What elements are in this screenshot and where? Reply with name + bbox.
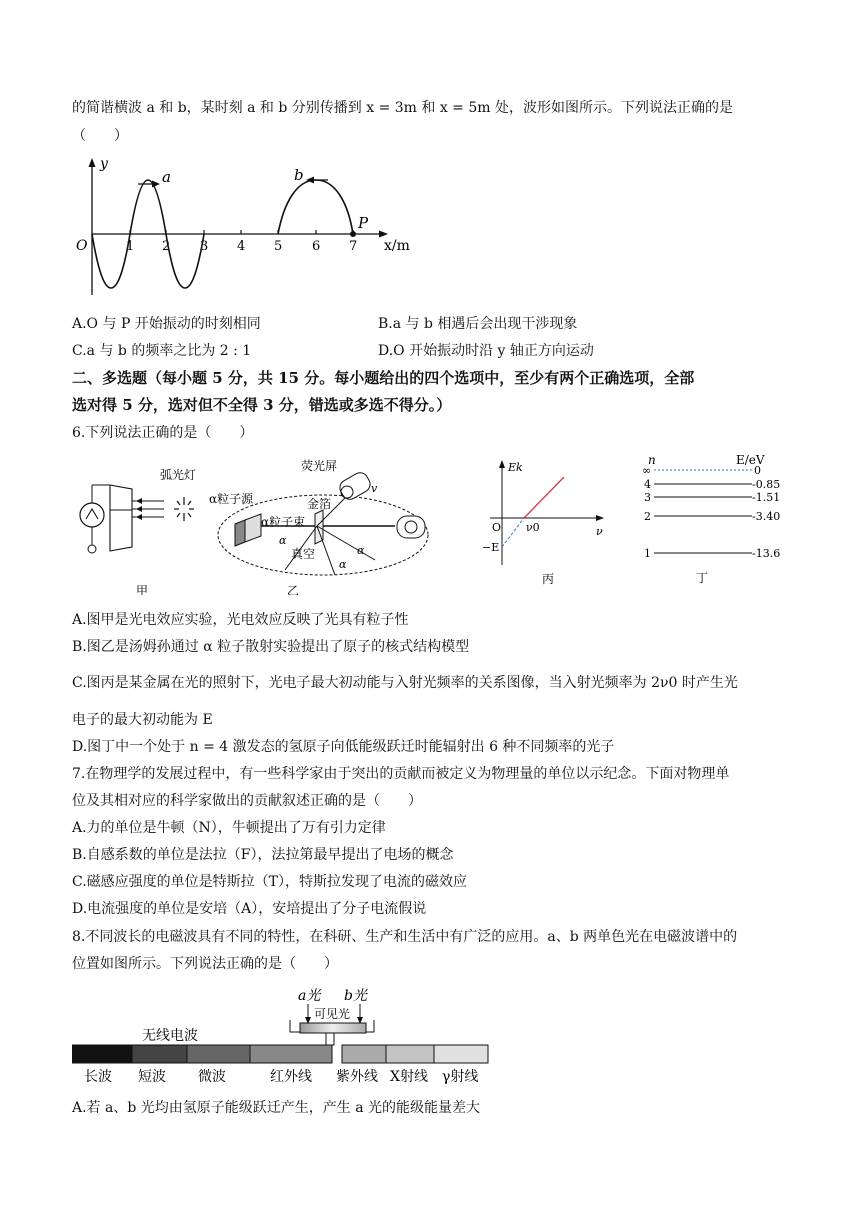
q7-stem-line2: 位及其相对应的科学家做出的贡献叙述正确的是（ ）	[72, 793, 422, 809]
level-n-4: 4	[644, 478, 651, 491]
nu-label: ν	[596, 525, 603, 538]
spectrum-figure	[72, 982, 492, 1088]
level-e-1: -13.6	[752, 547, 780, 560]
e-label: E/eV	[736, 453, 765, 467]
point-p	[350, 231, 356, 237]
wave-b-label: b	[294, 166, 304, 184]
nu0-label: ν0	[526, 521, 540, 534]
tick-7: 7	[349, 239, 358, 254]
alpha-label-3: α	[357, 544, 365, 557]
q5-option-b[interactable]: B.a 与 b 相遇后会出现干涉现象	[378, 316, 578, 332]
level-n-3: 3	[644, 491, 651, 504]
q7-stem-line1: 7.在物理学的发展过程中，有一些科学家由于突出的贡献而被定义为物理量的单位以示纪念。下面对物理单	[72, 766, 730, 782]
q6-stem: 6.下列说法正确的是（ ）	[72, 425, 254, 441]
neg-e-label: −E	[482, 541, 500, 554]
level-n-1: 1	[644, 547, 651, 560]
wave-a-arrow	[152, 181, 160, 188]
level-n-inf: ∞	[642, 464, 652, 477]
band-label-micro: 微波	[198, 1069, 226, 1085]
tick-3: 3	[200, 239, 209, 254]
n-label: n	[648, 453, 656, 467]
section2-heading-line1: 二、多选题（每小题 5 分，共 15 分。每小题给出的四个选项中，至少有两个正确选项，全部	[72, 369, 695, 387]
figure-jia-caption: 甲	[136, 584, 149, 595]
band-label-short: 短波	[138, 1069, 166, 1085]
wave-figure	[72, 150, 422, 300]
vacuum-label: 真空	[291, 547, 316, 561]
q8-option-a[interactable]: A.若 a、b 光均由氢原子能级跃迁产生，产生 a 光的能级能量差大	[72, 1100, 481, 1116]
arc-lamp-label: 弧光灯	[160, 468, 197, 482]
band-ultraviolet	[342, 1045, 386, 1063]
point-p-label: P	[358, 214, 369, 232]
figure-yi-caption: 乙	[287, 584, 300, 595]
q7-option-c[interactable]: C.磁感应强度的单位是特斯拉（T），特斯拉发现了电流的磁效应	[72, 874, 467, 890]
tick-2: 2	[162, 239, 171, 254]
band-xray	[386, 1045, 434, 1063]
source-label: α粒子源	[209, 492, 254, 506]
q8-stem-line2: 位置如图所示。下列说法正确的是（ ）	[72, 956, 338, 972]
band-infrared	[250, 1045, 332, 1063]
x-axis-label: x/m	[384, 238, 410, 254]
q5-option-c[interactable]: C.a 与 b 的频率之比为 2 : 1	[72, 343, 252, 359]
tick-5: 5	[274, 239, 283, 254]
level-e-3: -1.51	[752, 491, 780, 504]
band-label-gamma: γ射线	[442, 1069, 479, 1085]
arc-lamp-icon	[174, 497, 194, 521]
level-n-2: 2	[644, 510, 651, 523]
ek-label: Ek	[508, 461, 523, 474]
alpha-label-2: α	[339, 558, 347, 571]
x-axis-arrow	[379, 231, 388, 238]
foil-label: 金箔	[307, 497, 332, 511]
figure-ding-caption: 丁	[696, 571, 709, 585]
q6-option-c-line2: 电子的最大初动能为 E	[72, 712, 213, 728]
tick-6: 6	[312, 239, 321, 254]
band-gamma	[434, 1045, 488, 1063]
q6-option-d[interactable]: D.图丁中一个处于 n = 4 激发态的氢原子向低能级跃迁时能辐射出 6 种不同频率的光子	[72, 739, 615, 755]
q5-stem-line1: 的简谐横波 a 和 b，某时刻 a 和 b 分别传播到 x = 3m 和 x = 5m 处，波形如图所示。下列说法正确的是	[72, 100, 733, 116]
wave-a-label: a	[162, 168, 171, 186]
y-axis-arrow	[89, 158, 96, 167]
a-light-label: a光	[298, 988, 321, 1004]
q5-stem-line2: （ ）	[72, 128, 128, 144]
q6-option-a[interactable]: A.图甲是光电效应实验，光电效应反映了光具有粒子性	[72, 612, 409, 628]
y-axis-label: y	[100, 156, 108, 172]
q7-option-b[interactable]: B.自感系数的单位是法拉（F），法拉第最早提出了电场的概念	[72, 847, 454, 863]
band-label-uv: 紫外线	[336, 1069, 378, 1085]
v-label: v	[371, 482, 378, 495]
q5-option-a[interactable]: A.O 与 P 开始振动的时刻相同	[72, 316, 261, 332]
origin-label: O	[76, 238, 88, 254]
figure-yi	[205, 440, 450, 595]
level-e-4: -0.85	[752, 478, 780, 491]
q5-option-d[interactable]: D.O 开始振动时沿 y 轴正方向运动	[378, 343, 594, 359]
beam-label: α粒子束	[261, 515, 306, 529]
q8-stem-line1: 8.不同波长的电磁波具有不同的特性，在科研、生产和生活中有广泛的应用。a、b 两单色光在电磁波谱中的	[72, 929, 738, 945]
band-microwave	[187, 1045, 250, 1063]
level-e-inf: 0	[754, 464, 761, 477]
band-long-wave	[72, 1045, 132, 1063]
tick-4: 4	[237, 239, 246, 254]
q7-option-d[interactable]: D.电流强度的单位是安培（A），安培提出了分子电流假说	[72, 901, 427, 917]
alpha-label-1: α	[279, 534, 287, 547]
bing-origin: O	[492, 521, 502, 534]
screen-label: 荧光屏	[301, 459, 338, 473]
q7-option-a[interactable]: A.力的单位是牛顿（N），牛顿提出了万有引力定律	[72, 820, 386, 836]
q6-option-c-line1[interactable]: C.图丙是某金属在光的照射下，光电子最大初动能与入射光频率的关系图像，当入射光频率为 2ν0 时产生光	[72, 675, 738, 691]
figure-bing-caption: 丙	[542, 572, 555, 585]
b-light-label: b光	[344, 988, 367, 1004]
wave-b-curve	[278, 180, 353, 234]
section2-heading-line2: 选对得 5 分，选对但不全得 3 分，错选或多选不得分。）	[72, 396, 452, 414]
figure-bing	[480, 455, 610, 585]
figure-jia	[72, 455, 212, 595]
figure-ding	[640, 450, 780, 585]
band-label-long: 长波	[84, 1069, 112, 1085]
band-label-xray: X射线	[390, 1069, 428, 1085]
q6-option-b[interactable]: B.图乙是汤姆孙通过 α 粒子散射实验提出了原子的核式结构模型	[72, 639, 470, 655]
level-e-2: -3.40	[752, 510, 780, 523]
band-short-wave	[132, 1045, 187, 1063]
band-label-infrared: 红外线	[270, 1069, 312, 1085]
visible-label: 可见光	[314, 1007, 351, 1021]
radio-label: 无线电波	[142, 1028, 198, 1044]
tick-1: 1	[126, 239, 135, 254]
